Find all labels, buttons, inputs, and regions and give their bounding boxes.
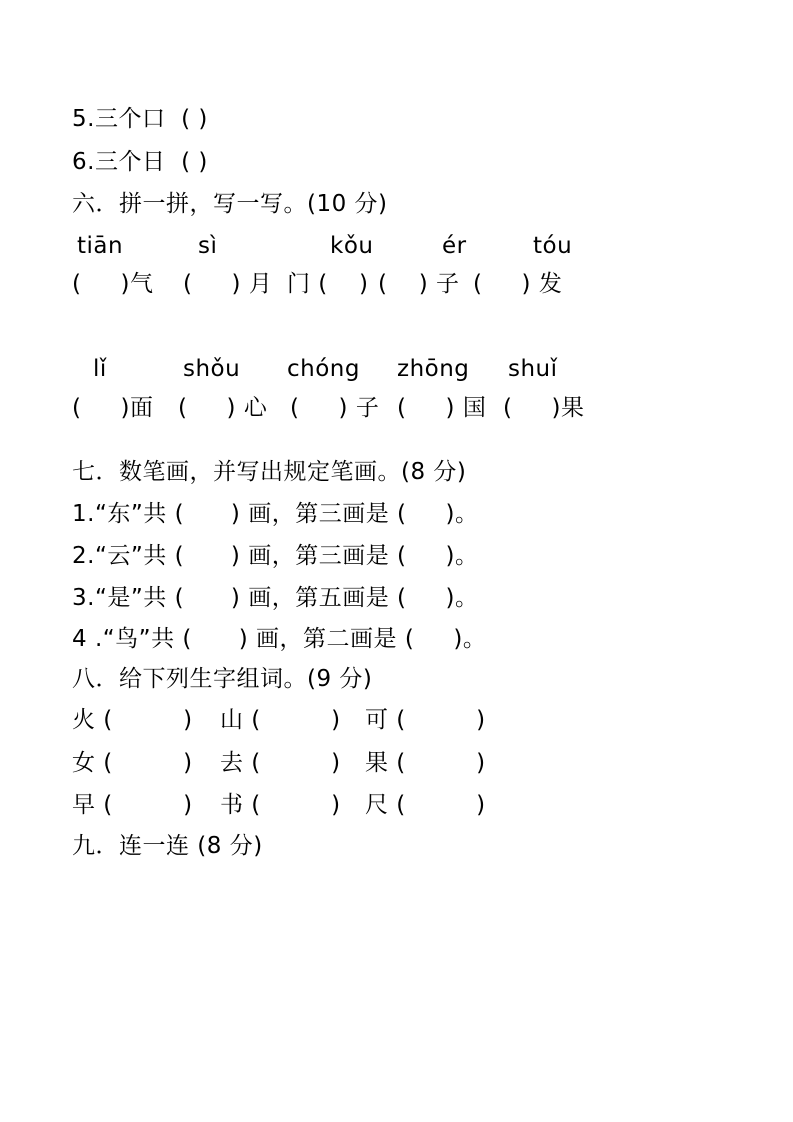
section-7-header: 七．数笔画，并写出规定笔画。(8 分) [72,459,467,485]
pinyin-syllable: shǒu [183,356,241,382]
pinyin-row-2 [0,354,793,384]
answer-blank: ( ) [388,707,486,733]
section-6-header: 六．拼一拼，写一写。(10 分) [72,191,388,217]
given-char: 早 [72,792,96,818]
given-char: 尺 [365,792,389,818]
word-group-item [220,748,341,778]
stroke-question-3: 3.“是”共 ( ) 画，第五画是 ( )。 [72,585,479,611]
given-char: 火 [72,707,96,733]
pinyin-syllable: chóng [287,356,360,382]
pinyin-syllable: sì [198,233,218,259]
answer-blank: ( ) [243,792,341,818]
pinyin-syllable: tiān [77,233,124,259]
word-group-item [365,705,486,735]
fill-blank-row-2 [0,393,793,423]
answer-blank-group: ( ) 发 [473,271,563,297]
answer-blank: ( ) [388,750,486,776]
answer-blank-group: ( ) 子 [378,271,460,297]
given-char: 去 [220,750,244,776]
pinyin-syllable: lǐ [93,356,107,382]
pinyin-row-1 [0,231,793,261]
answer-blank: ( ) [95,707,193,733]
answer-blank: ( ) [95,792,193,818]
pinyin-syllable: ér [442,233,467,259]
fill-blank-row-1 [0,269,793,299]
given-char: 果 [365,750,389,776]
word-group-item [365,748,486,778]
given-char: 书 [220,792,244,818]
word-group-item [72,748,193,778]
word-group-row-3 [0,790,793,820]
answer-blank: ( ) [95,750,193,776]
answer-blank: ( ) [388,792,486,818]
pinyin-syllable: shuǐ [508,356,558,382]
answer-blank: ( ) [243,750,341,776]
word-group-item [220,790,341,820]
answer-blank-group: ( ) 心 [178,395,268,421]
answer-blank-group: ( )果 [503,395,585,421]
word-group-row-1 [0,705,793,735]
section-9-header: 九．连一连 (8 分) [72,833,263,859]
word-group-item [220,705,341,735]
stroke-question-1: 1.“东”共 ( ) 画，第三画是 ( )。 [72,501,479,527]
answer-blank-group: ( ) 月 [183,271,273,297]
word-group-item [365,790,486,820]
answer-blank-group: ( )面 [72,395,154,421]
section-8-header: 八．给下列生字组词。(9 分) [72,666,373,692]
stroke-question-2: 2.“云”共 ( ) 画，第三画是 ( )。 [72,543,479,569]
pinyin-syllable: zhōng [397,356,470,382]
given-char: 山 [220,707,244,733]
given-char: 女 [72,750,96,776]
pinyin-syllable: tóu [533,233,573,259]
question-5: 5.三个口 ( ) [72,106,208,132]
answer-blank: ( ) [243,707,341,733]
answer-blank-group: 门 ( ) [287,271,369,297]
word-group-row-2 [0,748,793,778]
given-char: 可 [365,707,389,733]
answer-blank-group: ( ) 子 [290,395,380,421]
answer-blank-group: ( )气 [72,271,154,297]
answer-blank-group: ( ) 国 [397,395,487,421]
word-group-item [72,790,193,820]
stroke-question-4: 4 .“鸟”共 ( ) 画，第二画是 ( )。 [72,626,487,652]
word-group-item [72,705,193,735]
question-6: 6.三个日 ( ) [72,149,208,175]
pinyin-syllable: kǒu [330,233,374,259]
